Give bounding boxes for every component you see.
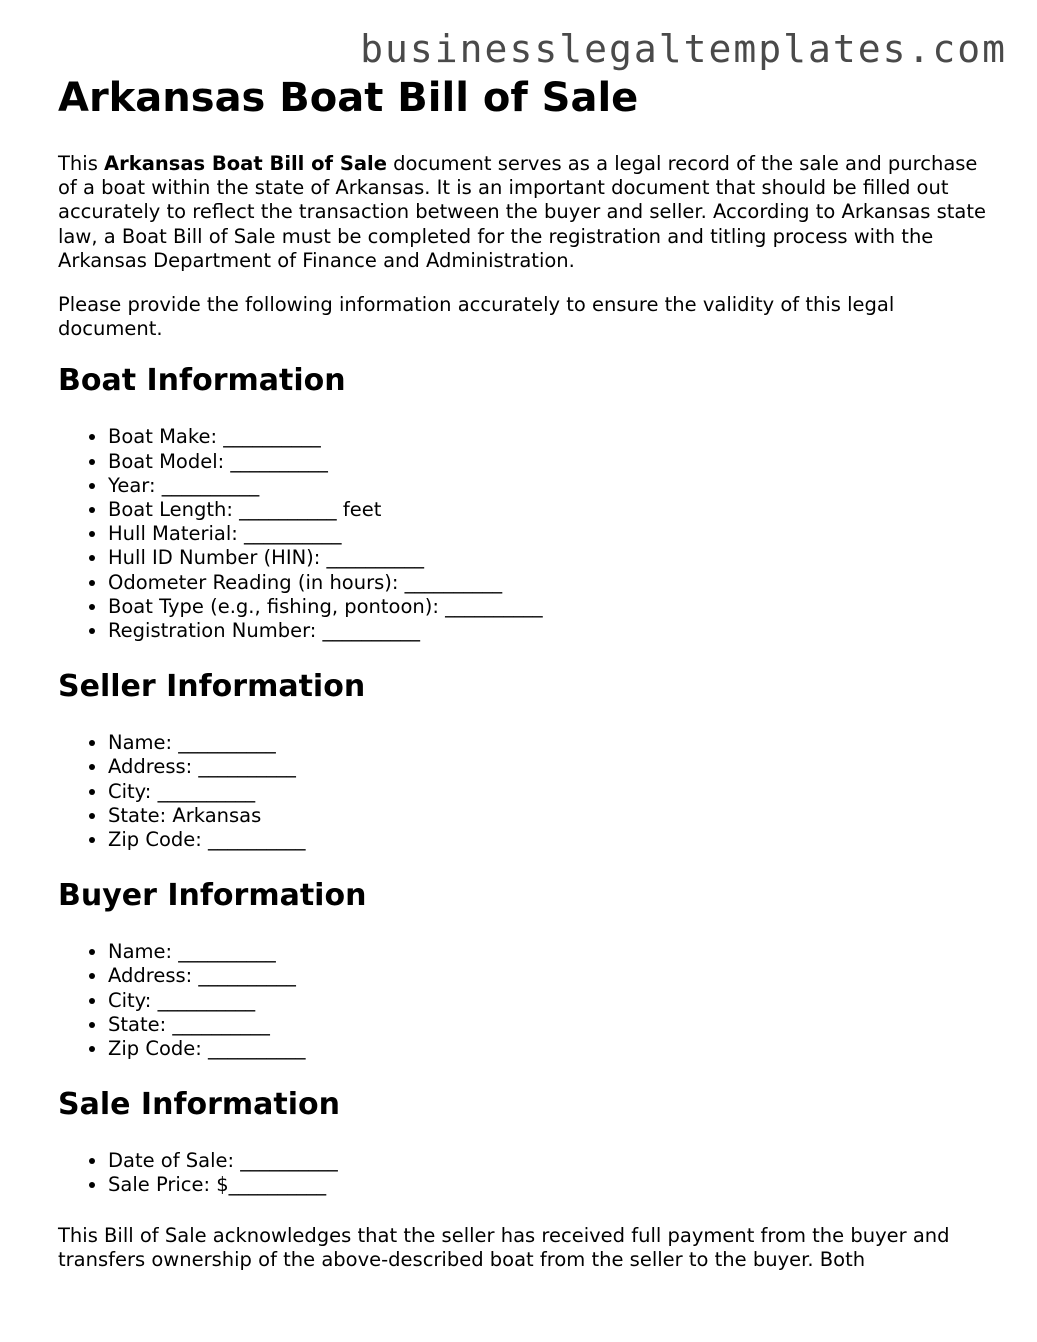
sale-information-heading: Sale Information [58,1087,340,1123]
boat-model-field: • Boat Model: __________ [108,450,988,474]
intro-after: document serves as a legal record of the sale and purchase of a boat within the state of Arkansas. It is an important document that should be filled out accurately to reflect the transaction between the buyer and seller. According to Arkansas state law, a Boat Bill of Sale must be completed for the registration and titling process with the Arkansas Department of Finance and Administration. [58,152,987,272]
buyer-zip-field: • Zip Code: __________ [108,1037,988,1061]
buyer-state-field: • State: __________ [108,1013,988,1037]
boat-type-field: • Boat Type (e.g., fishing, pontoon): __________ [108,595,988,619]
seller-state-field: • State: Arkansas [108,804,988,828]
seller-name-field: • Name: __________ [108,731,988,755]
seller-information-heading: Seller Information [58,669,366,705]
buyer-information-list [58,940,988,1061]
intro-bold-title: Arkansas Boat Bill of Sale [104,152,387,175]
intro-paragraph [58,152,988,273]
intro-before: This [58,152,105,175]
buyer-name-field: • Name: __________ [108,940,988,964]
buyer-information-heading: Buyer Information [58,878,367,914]
seller-city-field: • City: __________ [108,780,988,804]
boat-year-field: • Year: __________ [108,474,988,498]
date-of-sale-field: • Date of Sale: __________ [108,1149,988,1173]
closing-paragraph: This Bill of Sale acknowledges that the seller has received full payment from the buyer and transfers ownership of the above-described boat from the seller to the buyer. Both [58,1223,950,1271]
hull-material-field: • Hull Material: __________ [108,522,988,546]
buyer-city-field: • City: __________ [108,989,988,1013]
boat-length-field: • Boat Length: __________ feet [108,498,988,522]
buyer-address-field: • Address: __________ [108,964,988,988]
sale-price-field: • Sale Price: $__________ [108,1173,988,1197]
document-body [58,74,988,1292]
boat-information-list [58,425,988,643]
instruction-paragraph: Please provide the following information accurately to ensure the validity of this legal document. [58,293,895,341]
hull-id-field: • Hull ID Number (HIN): __________ [108,546,988,570]
seller-zip-field: • Zip Code: __________ [108,828,988,852]
boat-information-heading: Boat Information [58,363,346,399]
watermark: businesslegaltemplates.com [360,27,1007,71]
registration-number-field: • Registration Number: __________ [108,619,988,643]
seller-address-field: • Address: __________ [108,755,988,779]
odometer-field: • Odometer Reading (in hours): __________ [108,571,988,595]
sale-information-list [58,1149,988,1197]
boat-make-field: • Boat Make: __________ [108,425,988,449]
seller-information-list [58,731,988,852]
document-title: Arkansas Boat Bill of Sale [58,75,639,121]
